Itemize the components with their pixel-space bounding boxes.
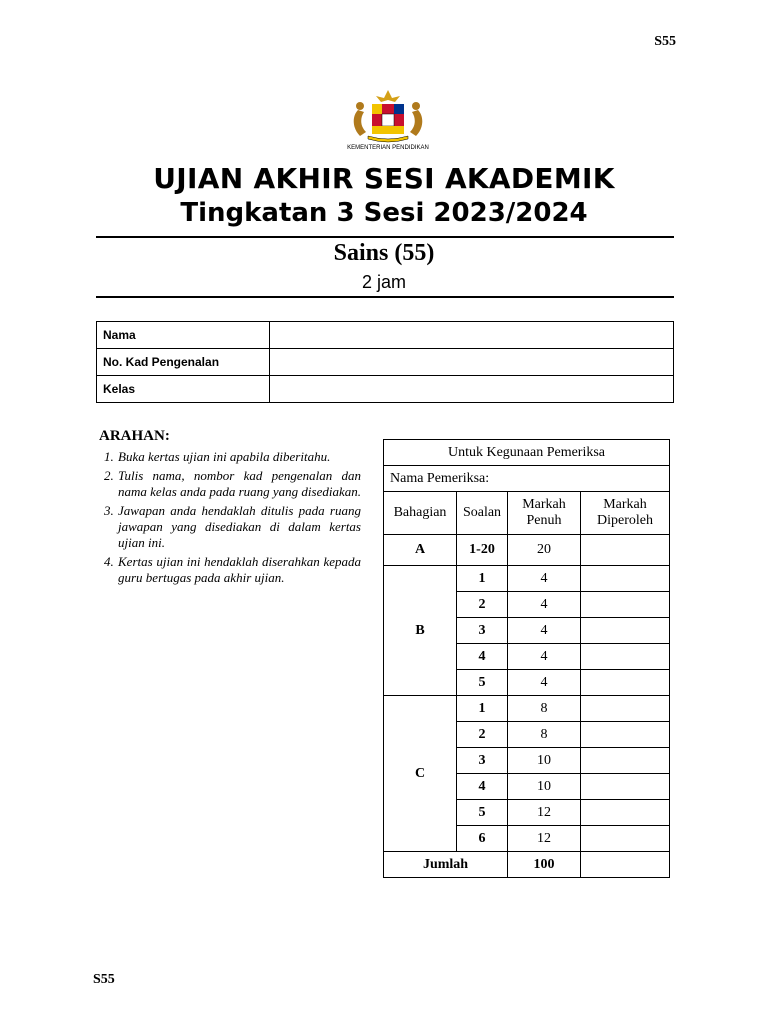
full-marks: 10 [508, 774, 581, 800]
instructions [99, 428, 361, 589]
question-number: 1 [457, 696, 508, 722]
total-label: Jumlah [384, 852, 508, 878]
full-marks: 4 [508, 644, 581, 670]
student-label-ic: No. Kad Pengenalan [97, 349, 270, 376]
header-full-marks: Markah Penuh [508, 492, 581, 535]
question-number: 3 [457, 748, 508, 774]
student-row-name [97, 322, 674, 349]
student-label-class: Kelas [97, 376, 270, 403]
obtained-marks-cell[interactable] [581, 618, 670, 644]
full-marks: 4 [508, 592, 581, 618]
obtained-marks-cell[interactable] [581, 826, 670, 852]
page-code-top: S55 [654, 34, 676, 49]
full-marks: 8 [508, 722, 581, 748]
section-label: B [384, 566, 457, 696]
instruction-item: 3. Jawapan anda hendaklah ditulis pada ruang jawapan yang disediakan di dalam kertas ujian ini. [117, 503, 361, 551]
examiner-name-label[interactable]: Nama Pemeriksa: [384, 466, 670, 492]
section-label: C [384, 696, 457, 852]
question-number: 1 [457, 566, 508, 592]
full-marks: 10 [508, 748, 581, 774]
full-marks: 4 [508, 670, 581, 696]
obtained-marks-cell[interactable] [581, 696, 670, 722]
full-marks: 4 [508, 566, 581, 592]
student-label-name: Nama [97, 322, 270, 349]
obtained-marks-cell[interactable] [581, 722, 670, 748]
instruction-item: 4. Kertas ujian ini hendaklah diserahkan kepada guru bertugas pada akhir ujian. [117, 554, 361, 586]
question-number: 6 [457, 826, 508, 852]
obtained-marks-cell[interactable] [581, 535, 670, 566]
crest-caption: KEMENTERIAN PENDIDIKAN [347, 145, 429, 150]
question-number: 3 [457, 618, 508, 644]
question-number: 2 [457, 592, 508, 618]
full-marks: 4 [508, 618, 581, 644]
header-obtained-marks: Markah Diperoleh [581, 492, 670, 535]
question-number: 4 [457, 774, 508, 800]
student-field-name[interactable] [270, 322, 674, 349]
obtained-marks-cell[interactable] [581, 644, 670, 670]
full-marks: 20 [508, 535, 581, 566]
header-question: Soalan [457, 492, 508, 535]
student-info-table [96, 321, 674, 403]
obtained-marks-cell[interactable] [581, 592, 670, 618]
header-section: Bahagian [384, 492, 457, 535]
examiner-table [383, 439, 670, 878]
obtained-marks-cell[interactable] [581, 800, 670, 826]
total-obtained-cell[interactable] [581, 852, 670, 878]
exam-duration: 2 jam [361, 272, 406, 292]
obtained-marks-cell[interactable] [581, 566, 670, 592]
full-marks: 12 [508, 826, 581, 852]
student-field-class[interactable] [270, 376, 674, 403]
obtained-marks-cell[interactable] [581, 670, 670, 696]
page-code-bottom: S55 [93, 972, 115, 987]
question-number: 5 [457, 670, 508, 696]
examiner-title: Untuk Kegunaan Pemeriksa [384, 440, 670, 466]
obtained-marks-cell[interactable] [581, 748, 670, 774]
total-full-marks: 100 [508, 852, 581, 878]
full-marks: 12 [508, 800, 581, 826]
section-label: A [384, 535, 457, 566]
student-row-class [97, 376, 674, 403]
full-marks: 8 [508, 696, 581, 722]
question-number: 2 [457, 722, 508, 748]
question-number: 4 [457, 644, 508, 670]
question-number: 1-20 [457, 535, 508, 566]
obtained-marks-cell[interactable] [581, 774, 670, 800]
exam-session: Tingkatan 3 Sesi 2023/2024 [180, 198, 588, 228]
divider-bottom [96, 296, 674, 298]
instruction-item: 2. Tulis nama, nombor kad pengenalan dan nama kelas anda pada ruang yang disediakan. [117, 468, 361, 500]
question-number: 5 [457, 800, 508, 826]
instructions-heading: ARAHAN: [99, 428, 170, 444]
student-row-ic [97, 349, 674, 376]
student-field-ic[interactable] [270, 349, 674, 376]
exam-title: UJIAN AKHIR SESI AKADEMIK [153, 162, 615, 195]
subject-title: Sains (55) [333, 240, 435, 266]
divider-top [96, 236, 674, 238]
instruction-item: 1. Buka kertas ujian ini apabila diberitahu. [117, 449, 361, 465]
coat-of-arms-logo [338, 88, 438, 150]
